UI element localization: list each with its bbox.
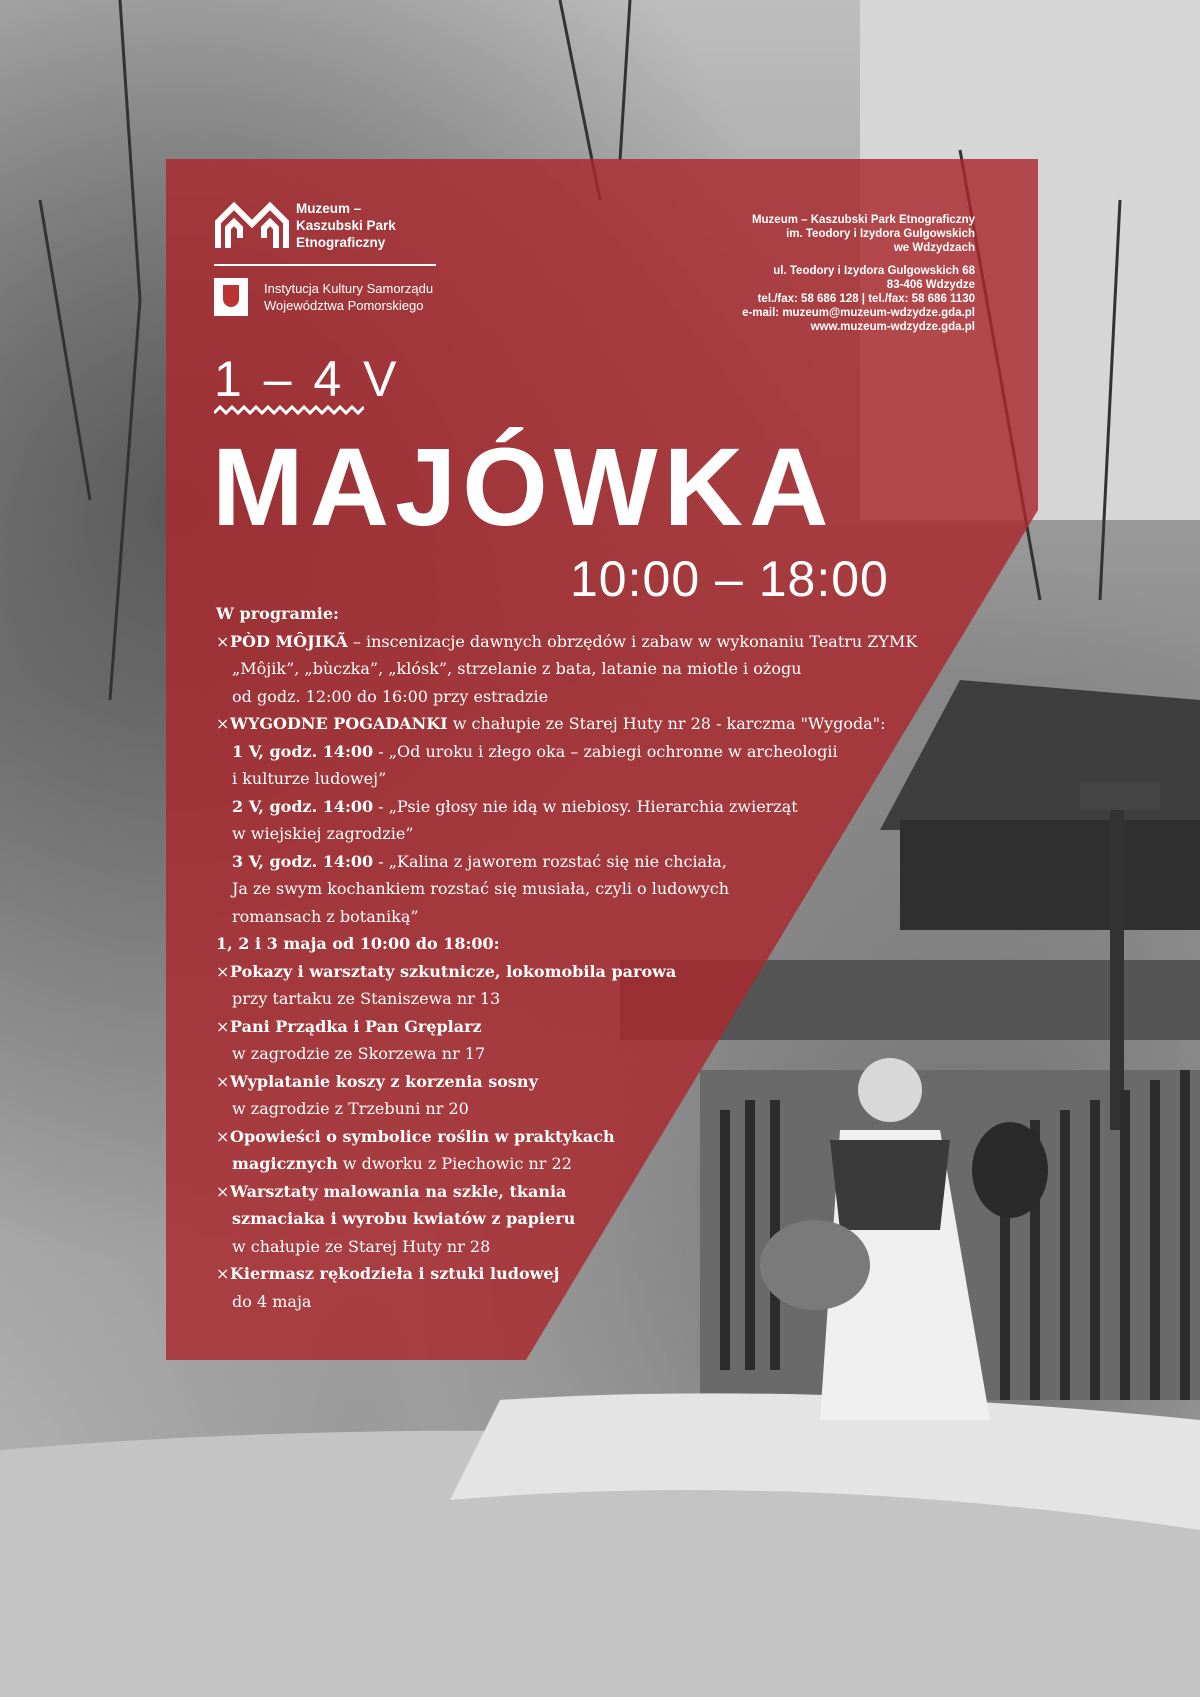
talk-item: 1 V, godz. 14:00 - „Od uroku i złego oka – zabiegi ochronne w archeologii [232,741,838,761]
museum-logo-icon [214,202,290,250]
website-link[interactable]: www.muzeum-wdzydze.gda.pl [810,321,975,333]
museum-logo [214,200,436,251]
daily-heading: 1, 2 i 3 maja od 10:00 do 18:00: [216,934,500,953]
zigzag-ornament [214,405,364,421]
talk-item: 2 V, godz. 14:00 - „Psie głosy nie idą w niebiosy. Hierarchia zwierząt [232,796,798,816]
contact-address [742,213,975,334]
bullet-icon: × [216,631,230,651]
event-hours: 10:00 – 18:00 [570,551,889,607]
address-line: we Wdzydzach [893,242,975,254]
email-link[interactable]: e-mail: muzeum@muzeum-wdzydze.gda.pl [742,307,975,319]
address-line: ul. Teodory i Izydora Gulgowskich 68 [773,265,975,277]
daily-item: × Kiermasz rękodzieła i sztuki ludowej [216,1264,560,1283]
address-line: 83-406 Wdzydze [886,279,975,291]
event-dates: 1 – 4 V [214,351,401,407]
daily-item: × Warsztaty malowania na szkle, tkania [216,1181,567,1201]
institution-block [214,278,464,316]
talk-item: 3 V, godz. 14:00 - „Kalina z jaworem rozstać się nie chciała, [232,851,727,871]
program: W programie: × PÒD MÔJIKÃ – inscenizacje dawnych obrzędów i zabaw w wykonaniu Teatru ZYMK „Môjik”, „bùczka”, „klósk”, strzelanie z bata, latanie na miotle i ożogu od godz. 12:00 do 16:00 przy estradzie × WYGODNE POGADANKI w chałupie ze Starej Huty nr 28 - karczma "Wygoda": 1 V, godz. 14:00 - „Od uroku i złego oka – zabiegi ochronne w archeologii i kulturze ludowej” 2 V, godz. 14:00 - „Psie głosy nie idą w niebiosy. Hierarchia zwierząt w wiejskiej zagrodzie” 3 V, godz. 14:00 - „Kalina z jaworem rozstać się nie chciała, Ja ze swym kochankiem rozstać się musiała, czyli o ludowych romansach z botaniką” 1, 2 i 3 maja od 10:00 do 18:00: × Pokazy i warsztaty szkutnicze, lokomobila parowa przy tartaku ze Staniszewa nr 13 × Pani Prządka i Pan Gręplarz w zagrodzie ze Skorzewa nr 17 × Wyplatanie koszy z korzenia sosny w zagrodzie z Trzebuni nr 20 × Opowieści o symbolice roślin w praktykach magicznych w dworku z Piechowic nr 22 × Warsztaty malowania na szkle, tkania szmaciaka i wyrobu kwiatów z papieru w chałupie ze Starej Huty nr 28 × Kiermasz rękodzieła i sztuki ludowej do 4 maja [216,600,936,1315]
event-title: MAJÓWKA [212,426,835,549]
address-line: Muzeum – Kaszubski Park Etnograficzny [751,214,975,226]
daily-item: × Opowieści o symbolice roślin w praktykach [216,1126,615,1146]
program-item: × WYGODNE POGADANKI w chałupie ze Starej Huty nr 28 - karczma "Wygoda": [216,710,936,738]
daily-item: × Wyplatanie koszy z korzenia sosny [216,1071,538,1091]
daily-item: × Pani Prządka i Pan Gręplarz [216,1016,482,1036]
institution-text: Instytucja Kultury Samorządu Województwa Pomorskiego [264,281,434,313]
program-heading: W programie: [216,604,339,623]
museum-logo-text: Muzeum – Kaszubski Park Etnograficzny [296,201,396,250]
phone-line: tel./fax: 58 686 128 | tel./fax: 58 686 1130 [757,293,975,305]
address-line: im. Teodory i Izydora Gulgowskich [786,228,975,240]
daily-item: × Pokazy i warsztaty szkutnicze, lokomobila parowa [216,961,677,981]
program-item: × PÒD MÔJIKÃ – inscenizacje dawnych obrzędów i zabaw w wykonaniu Teatru ZYMK [216,628,936,656]
logo-divider [214,264,436,266]
bullet-icon: × [216,714,230,733]
crest-icon [214,278,248,316]
